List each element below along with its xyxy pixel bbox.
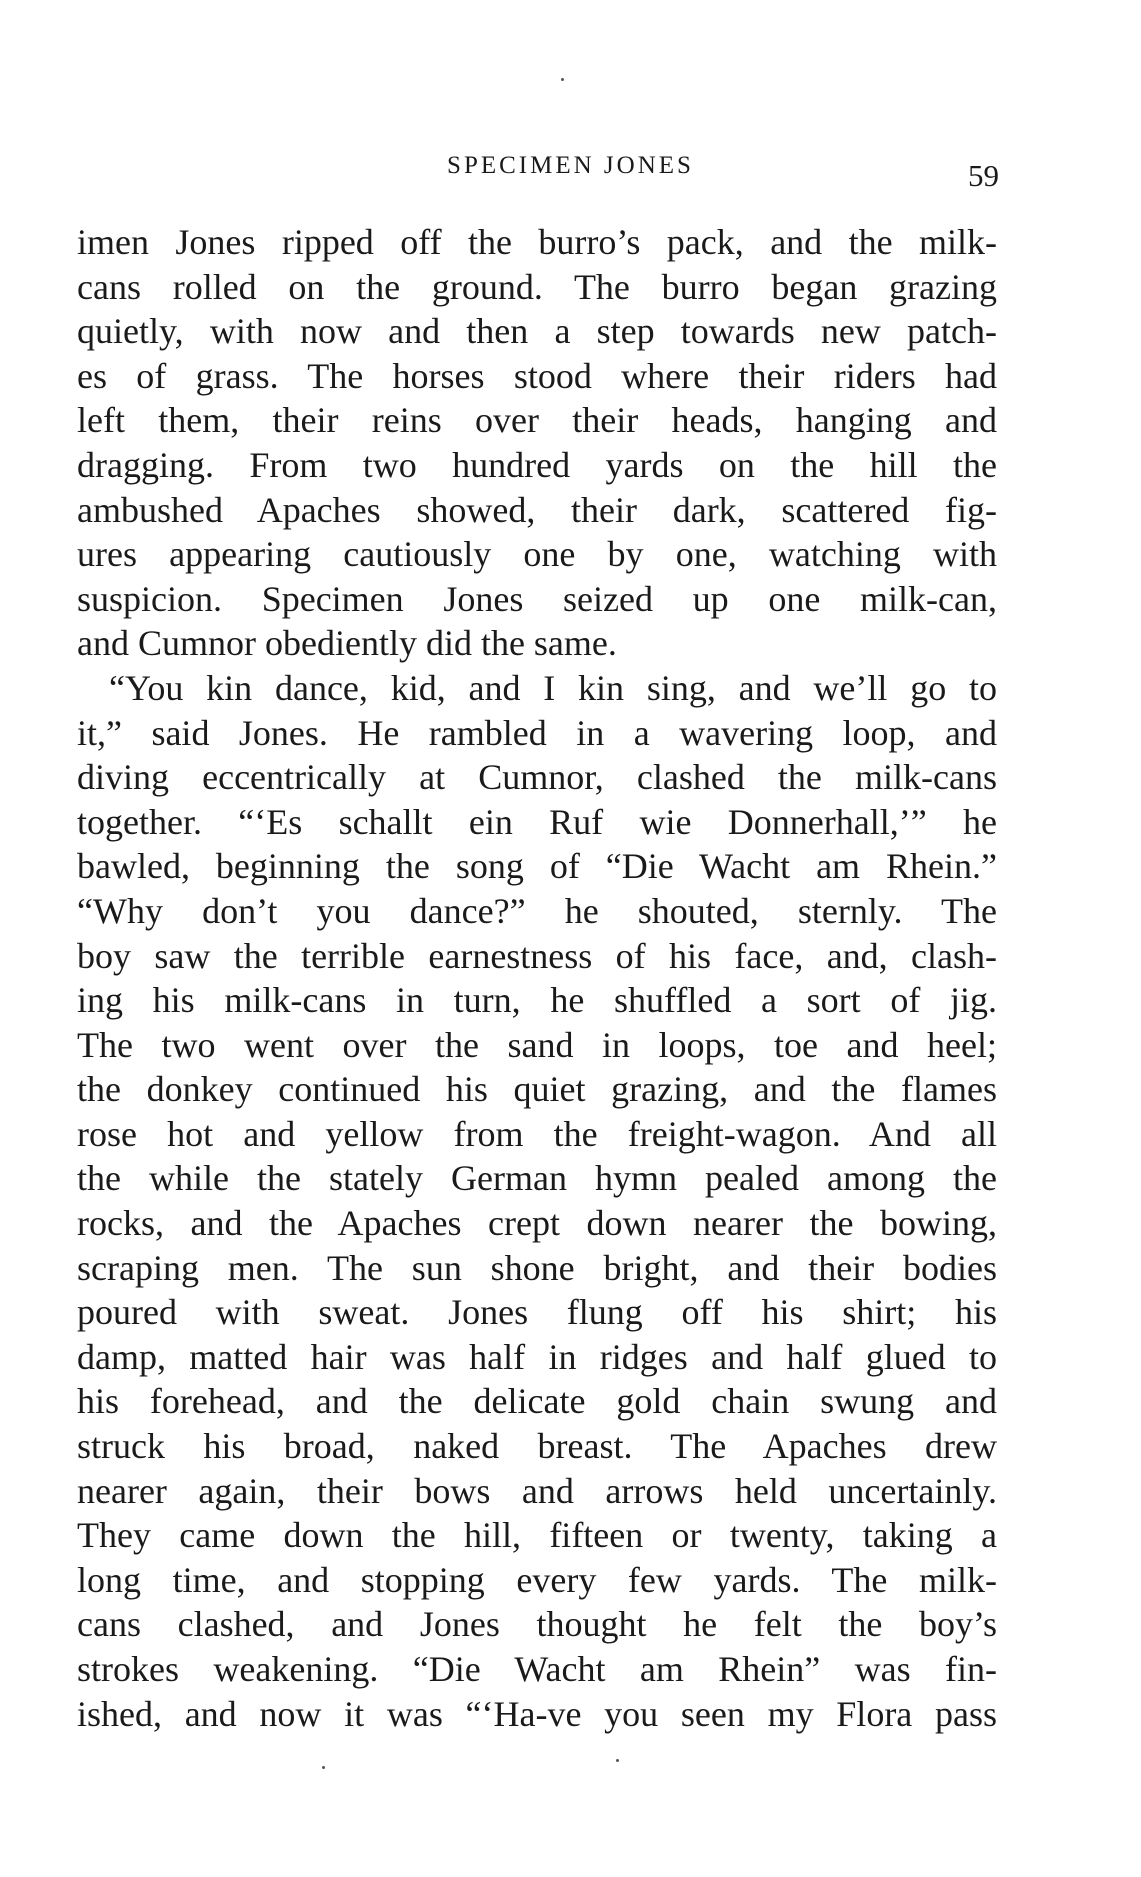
text-line: diving eccentrically at Cumnor, clashed the milk-cans [77,757,997,798]
text-line: and Cumnor obediently did the same. [77,623,617,664]
print-speck [322,1766,325,1769]
print-speck [616,1759,619,1762]
text-line: the while the stately German hymn pealed among the [77,1158,997,1199]
running-head: SPECIMEN JONES [447,152,694,179]
print-speck [561,78,564,81]
text-line: quietly, with now and then a step towards new patch- [77,311,997,352]
text-line: “Why don’t you dance?” he shouted, sternly. The [77,890,997,931]
text-line: suspicion. Specimen Jones seized up one milk-can, [77,578,997,619]
text-line: struck his broad, naked breast. The Apaches drew [77,1426,997,1467]
text-line: together. “‘Es schallt ein Ruf wie Donnerhall,’” he [77,801,997,842]
text-line: The two went over the sand in loops, toe and heel; [77,1024,997,1065]
text-line: bawled, beginning the song of “Die Wacht am Rhein.” [77,846,997,887]
text-line: cans clashed, and Jones thought he felt the boy’s [77,1604,997,1645]
text-line: dragging. From two hundred yards on the hill the [77,444,997,485]
text-line: poured with sweat. Jones flung off his shirt; his [77,1292,997,1333]
text-line: scraping men. The sun shone bright, and their bodies [77,1247,997,1288]
text-line: rocks, and the Apaches crept down nearer the bowing, [77,1203,997,1244]
text-line: “You kin dance, kid, and I kin sing, and we’ll go to [109,667,997,708]
text-line: it,” said Jones. He rambled in a wavering loop, and [77,712,997,753]
text-line: imen Jones ripped off the burro’s pack, and the milk- [77,222,997,262]
text-line: long time, and stopping every few yards. The milk- [77,1559,997,1600]
text-line: They came down the hill, fifteen or twenty, taking a [77,1515,997,1556]
text-line: cans rolled on the ground. The burro began grazing [77,266,997,307]
page-header [0,152,1141,192]
text-line: es of grass. The horses stood where their riders had [77,355,997,396]
text-line: ures appearing cautiously one by one, watching with [77,534,997,575]
text-line: strokes weakening. “Die Wacht am Rhein” was fin- [77,1649,997,1689]
page-number: 59 [968,158,999,193]
text-line: left them, their reins over their heads, hanging and [77,400,997,441]
text-line: his forehead, and the delicate gold chain swung and [77,1381,997,1422]
text-line: ished, and now it was “‘Ha-ve you seen my Flora pass [77,1693,997,1734]
text-line: ing his milk-cans in turn, he shuffled a sort of jig. [77,980,997,1021]
text-line: damp, matted hair was half in ridges and half glued to [77,1336,997,1377]
text-line: ambushed Apaches showed, their dark, scattered fig- [77,489,997,530]
text-line: boy saw the terrible earnestness of his face, and, clash- [77,935,997,976]
text-line: the donkey continued his quiet grazing, and the flames [77,1069,997,1110]
text-line: nearer again, their bows and arrows held uncertainly. [77,1470,997,1511]
body-text [77,220,997,1736]
text-line: rose hot and yellow from the freight-wagon. And all [77,1113,997,1154]
